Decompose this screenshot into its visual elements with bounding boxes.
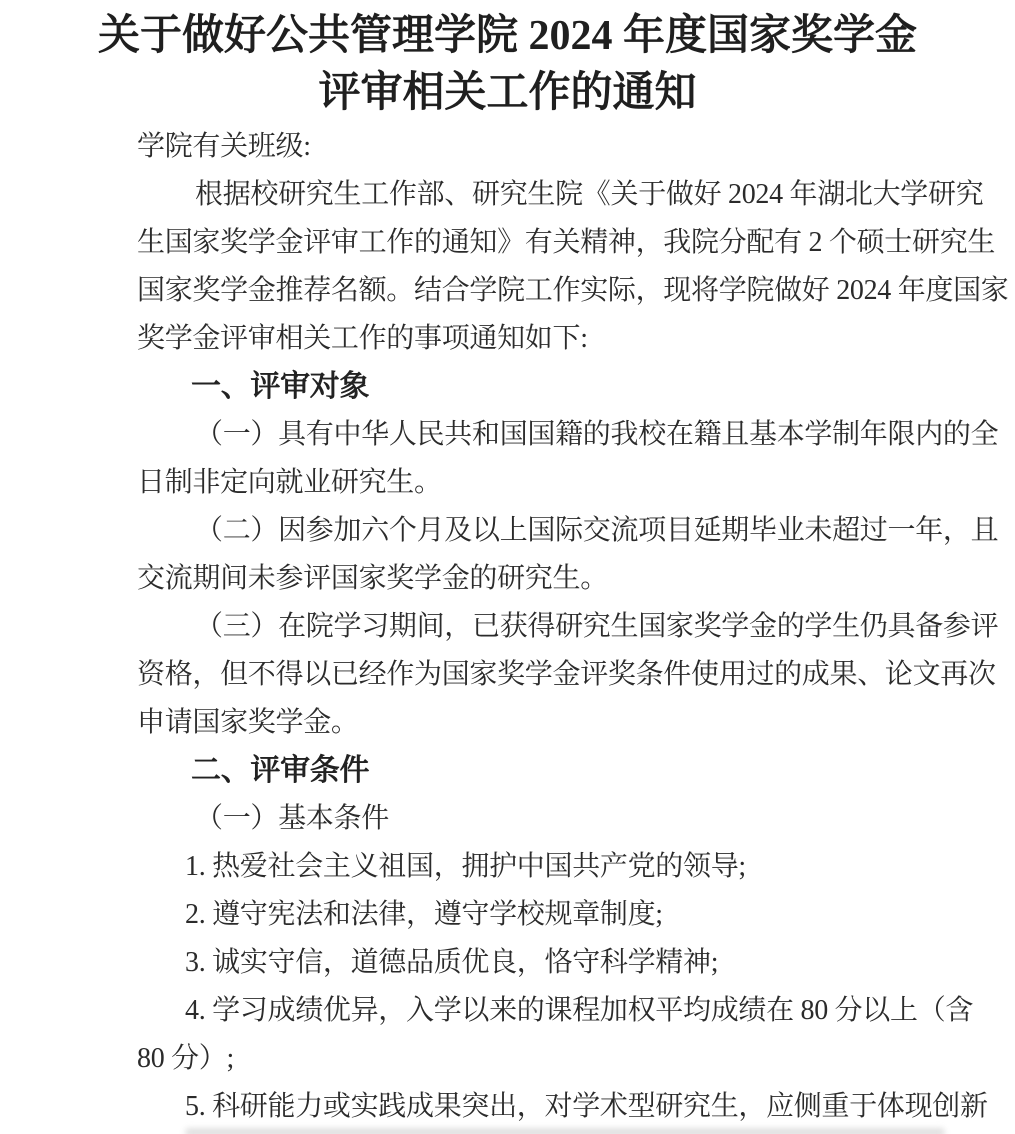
text-line: （一）基本条件 bbox=[195, 803, 389, 834]
text-line: 根据校研究生工作部、研究生院《关于做好 2024 年湖北大学研究 bbox=[195, 179, 984, 210]
text-line: 日制非定向就业研究生。 bbox=[137, 467, 442, 498]
text-line: （三）在院学习期间，已获得研究生国家奖学金的学生仍具备参评 bbox=[195, 611, 999, 642]
text-line: 国家奖学金推荐名额。结合学院工作实际，现将学院做好 2024 年度国家 bbox=[137, 275, 1009, 306]
scan-artifact bbox=[185, 1128, 945, 1134]
text-line: （一）具有中华人民共和国国籍的我校在籍且基本学制年限内的全 bbox=[195, 419, 999, 450]
text-line: 学院有关班级: bbox=[137, 131, 311, 162]
text-line: 二、评审条件 bbox=[191, 754, 370, 787]
text-line: 4. 学习成绩优异，入学以来的课程加权平均成绩在 80 分以上（含 bbox=[185, 995, 974, 1026]
text-line: 一、评审对象 bbox=[191, 370, 370, 403]
text-line: 交流期间未参评国家奖学金的研究生。 bbox=[137, 563, 608, 594]
document-body bbox=[137, 123, 1009, 1131]
text-line: 1. 热爱社会主义祖国，拥护中国共产党的领导; bbox=[185, 851, 746, 882]
text-line: 申请国家奖学金。 bbox=[137, 707, 359, 738]
text-line: 5. 科研能力或实践成果突出，对学术型研究生，应侧重于体现创新 bbox=[185, 1091, 988, 1122]
text-line: 80 分）; bbox=[137, 1043, 234, 1074]
text-line: 3. 诚实守信，道德品质优良，恪守科学精神; bbox=[185, 947, 719, 978]
text-line: （二）因参加六个月及以上国际交流项目延期毕业未超过一年，且 bbox=[195, 515, 999, 546]
text-line: 2. 遵守宪法和法律，遵守学校规章制度; bbox=[185, 899, 663, 930]
text-line: 资格，但不得以已经作为国家奖学金评奖条件使用过的成果、论文再次 bbox=[137, 659, 996, 690]
document-title-line-1: 关于做好公共管理学院 2024 年度国家奖学金 bbox=[97, 13, 917, 59]
document-title-line-2: 评审相关工作的通知 bbox=[318, 70, 697, 116]
text-line: 生国家奖学金评审工作的通知》有关精神，我院分配有 2 个硕士研究生 bbox=[137, 227, 996, 258]
document-title bbox=[0, 8, 1015, 122]
text-line: 奖学金评审相关工作的事项通知如下: bbox=[137, 323, 588, 354]
